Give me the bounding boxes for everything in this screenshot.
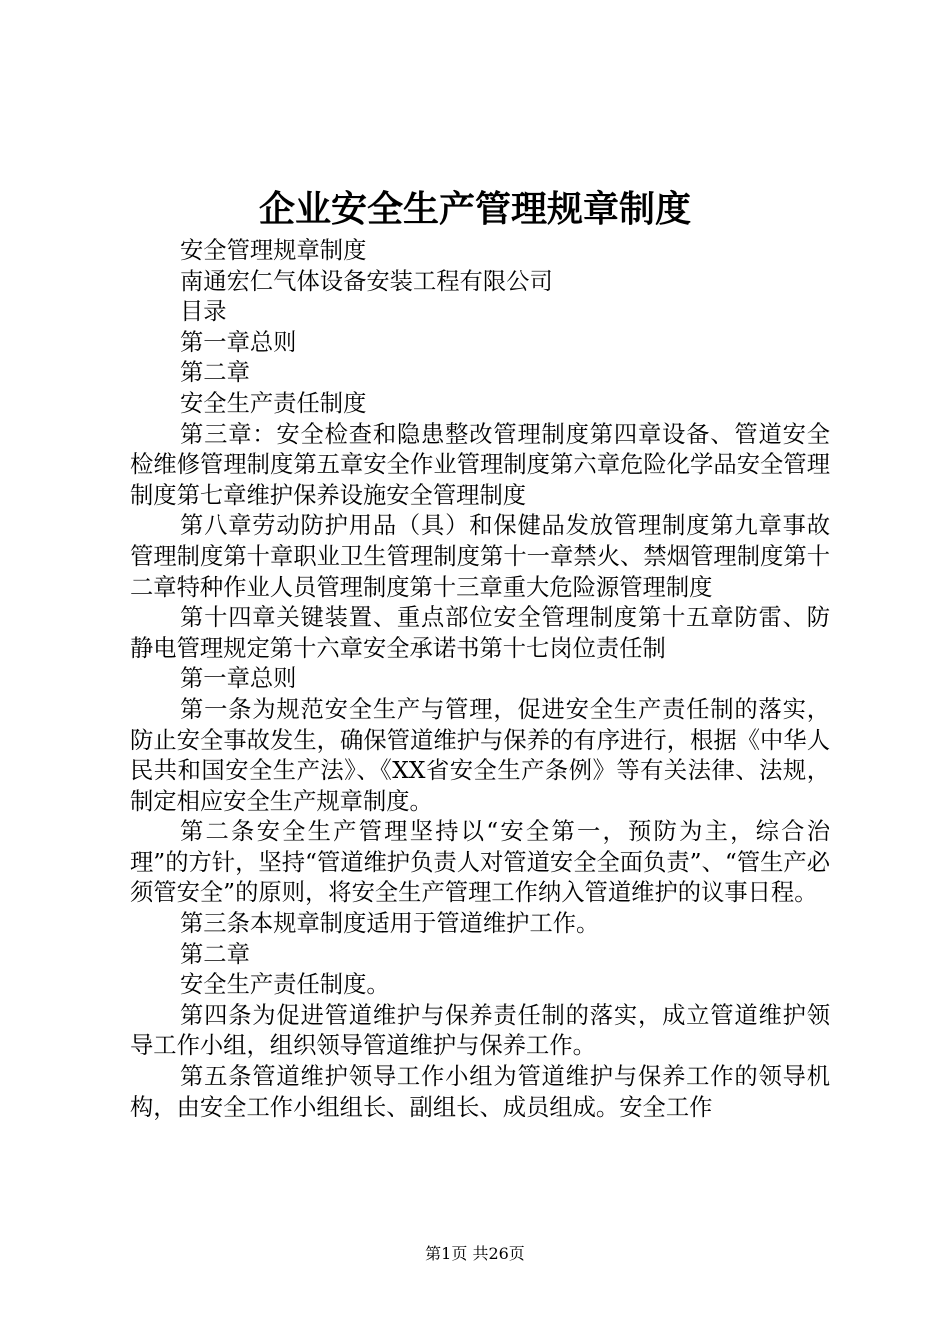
paragraph: 第一章总则 <box>180 665 297 693</box>
page-footer: 第1页 共26页 <box>425 1244 525 1263</box>
paragraph: 第三章：安全检查和隐患整改管理制度第四章设备、管道安全检维修管理制度第五章安全作业管理制度第六章危险化学品安全管理制度第七章维护保养设施安全管理制度 <box>130 420 830 509</box>
paragraph: 目录 <box>180 298 227 326</box>
paragraph: 第一条为规范安全生产与管理，促进安全生产责任制的落实，防止安全事故发生，确保管道维护与保养的有序进行，根据《中华人民共和国安全生产法》、《XX省安全生产条例》等有关法律、法规，制定相应安全生产规章制度。 <box>130 695 830 815</box>
paragraph: 第四条为促进管道维护与保养责任制的落实，成立管道维护领导工作小组，组织领导管道维护与保养工作。 <box>130 1001 830 1060</box>
paragraph: 安全管理规章制度 <box>180 237 367 264</box>
paragraph: 第二条安全生产管理坚持以“安全第一，预防为主，综合治理”的方针，坚持“管道维护负责人对管道安全全面负责”、“管生产必须管安全”的原则，将安全生产管理工作纳入管道维护的议事日程。 <box>130 818 830 907</box>
paragraph: 第五条管道维护领导工作小组为管道维护与保养工作的领导机构，由安全工作小组组长、副组长、成员组成。安全工作 <box>130 1063 830 1121</box>
paragraph: 第三条本规章制度适用于管道维护工作。 <box>180 910 600 938</box>
paragraph: 第二章 <box>180 359 250 387</box>
paragraph: 安全生产责任制度。 <box>180 971 390 999</box>
paragraph: 第一章总则 <box>180 328 297 356</box>
paragraph: 第二章 <box>180 940 250 968</box>
paragraph: 第十四章关键装置、重点部位安全管理制度第十五章防雷、防静电管理规定第十六章安全承诺书第十七岗位责任制 <box>130 604 830 662</box>
paragraph: 南通宏仁气体设备安装工程有限公司 <box>180 267 553 295</box>
page-title: 企业安全生产管理规章制度 <box>258 188 691 230</box>
paragraph: 第八章劳动防护用品（具）和保健品发放管理制度第九章事故管理制度第十章职业卫生管理制度第十一章禁火、禁烟管理制度第十二章特种作业人员管理制度第十三章重大危险源管理制度 <box>130 512 830 601</box>
document-body <box>130 236 830 1123</box>
paragraph: 安全生产责任制度 <box>180 389 367 417</box>
